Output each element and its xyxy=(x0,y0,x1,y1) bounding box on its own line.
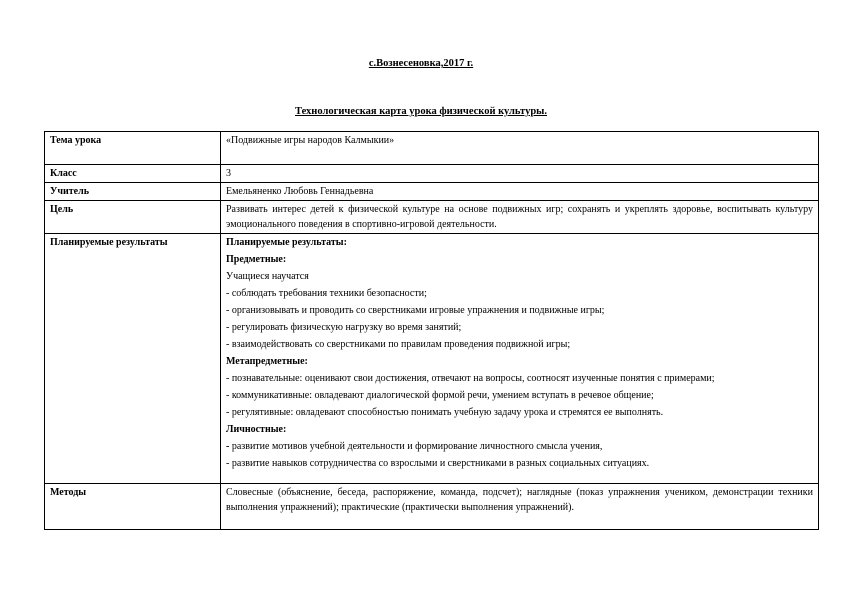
list-item xyxy=(226,439,813,454)
table-row xyxy=(45,183,819,201)
subject-heading: Предметные: xyxy=(226,254,287,265)
results-label: Планируемые результаты xyxy=(45,234,221,484)
subject-intro: Учащиеся научатся xyxy=(226,271,309,282)
goal-label: Цель xyxy=(45,201,221,234)
bold-dash: - xyxy=(226,441,230,452)
class-value: 3 xyxy=(221,165,819,183)
list-item: - развитие навыков сотрудничества со взрослыми и сверстниками в разных социальных ситуациях. xyxy=(226,458,650,469)
goal-value: Развивать интерес детей к физической культуре на основе подвижных игр; сохранять и укреплять здоровье, воспитывать культуру эмоционального поведения в спортивно-игровой деятельности. xyxy=(221,201,819,234)
topic-label: Тема урока xyxy=(45,132,221,165)
table-row xyxy=(45,165,819,183)
class-label: Класс xyxy=(45,165,221,183)
methods-label: Методы xyxy=(45,484,221,530)
list-item: - коммуникативные: овладевают диалогической формой речи, умением вступать в речевое общение; xyxy=(226,390,654,401)
results-heading: Планируемые результаты: xyxy=(226,237,347,248)
topic-value: «Подвижные игры народов Калмыкии» xyxy=(221,132,819,165)
meta-heading: Метапредметные: xyxy=(226,356,308,367)
teacher-value: Емельяненко Любовь Геннадьевна xyxy=(221,183,819,201)
personal-heading: Личностные: xyxy=(226,424,287,435)
table-row xyxy=(45,234,819,484)
table-row xyxy=(45,201,819,234)
list-item: - соблюдать требования техники безопасности; xyxy=(226,288,427,299)
list-item: - взаимодействовать со сверстниками по правилам проведения подвижной игры; xyxy=(226,339,571,350)
place-year: с.Вознесеновка,2017 г. xyxy=(368,58,474,69)
list-item: - регулировать физическую нагрузку во время занятий; xyxy=(226,322,462,333)
table-row xyxy=(45,484,819,530)
teacher-label: Учитель xyxy=(45,183,221,201)
results-value xyxy=(221,234,819,484)
methods-value: Словесные (объяснение, беседа, распоряжение, команда, подсчет); наглядные (показ упражнения учеником, демонстрации техники выполнения упражнений); практические (практически выполнения упражнений). xyxy=(221,484,819,530)
table-row xyxy=(45,132,819,165)
personal-item-text: развитие мотивов учебной деятельности и формирование личностного смысла учения, xyxy=(229,441,603,452)
list-item: - организовывать и проводить со сверстниками игровые упражнения и подвижные игры; xyxy=(226,305,605,316)
list-item: - регулятивные: овладевают способностью понимать учебную задачу урока и стремятся ее выполнять. xyxy=(226,407,664,418)
document-title: Технологическая карта урока физической культуры. xyxy=(294,106,547,117)
list-item: - познавательные: оценивают свои достижения, отвечают на вопросы, соотносят изученные понятия с примерами; xyxy=(226,373,715,384)
lesson-map-table xyxy=(44,131,819,530)
